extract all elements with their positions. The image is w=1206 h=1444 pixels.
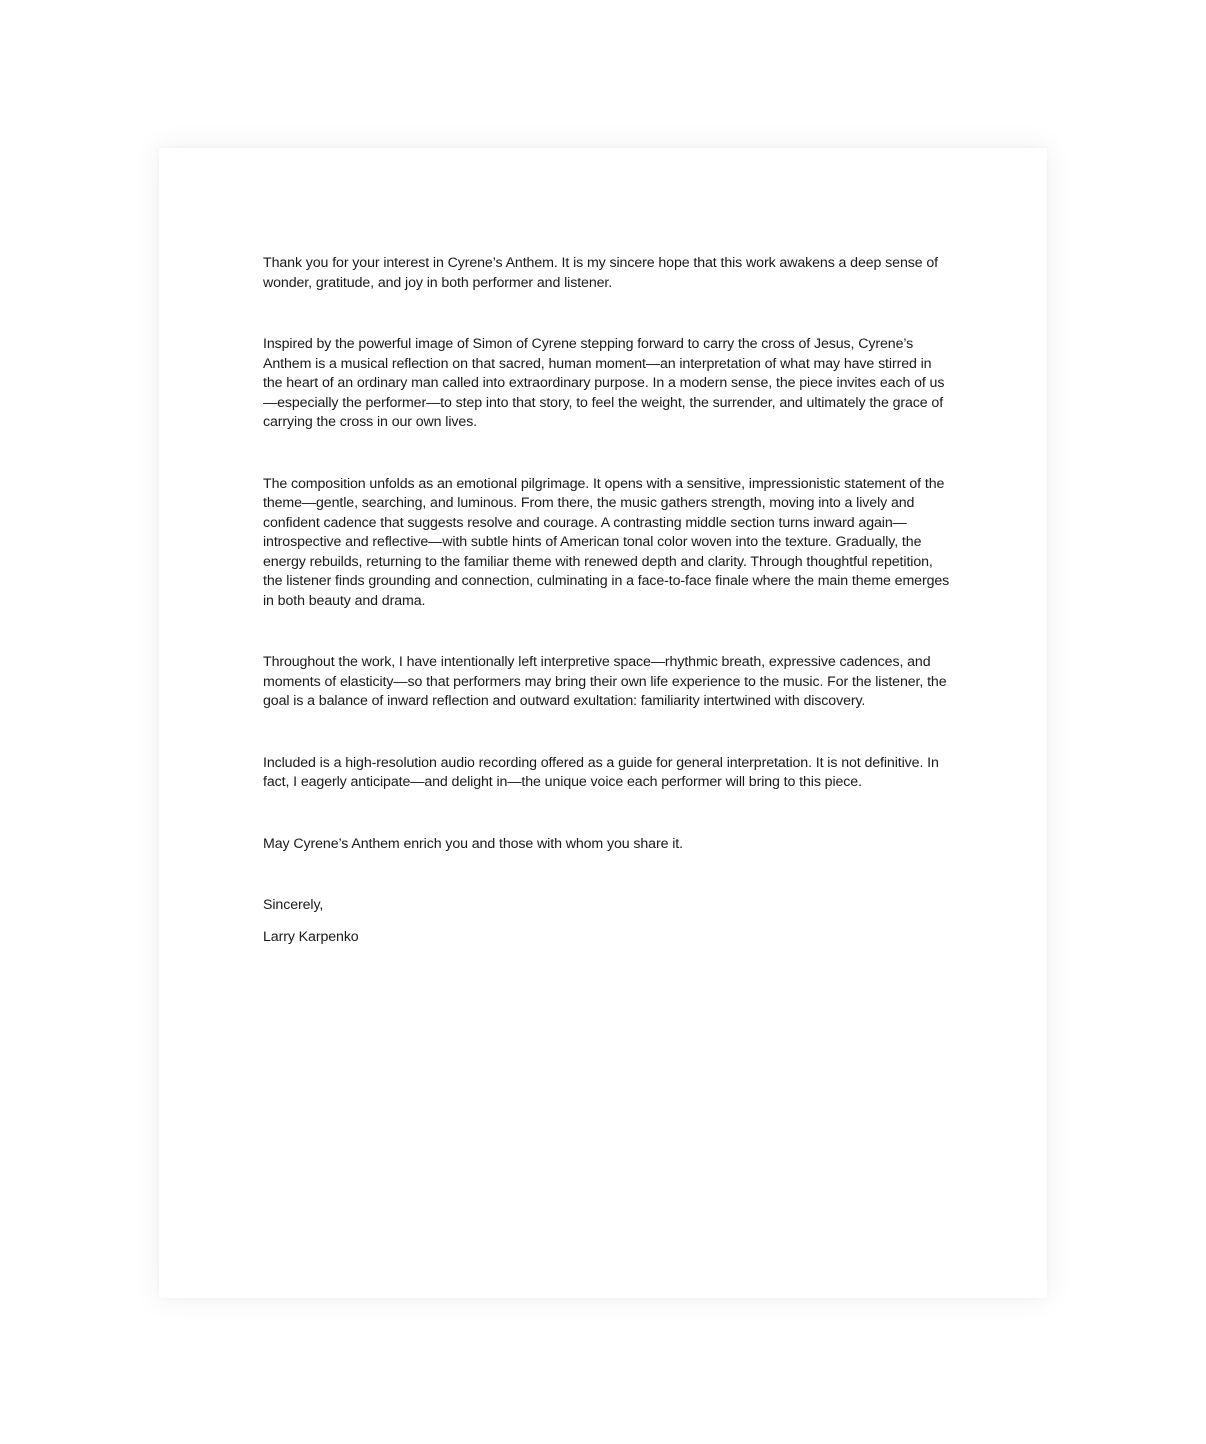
letter-body (263, 254, 953, 947)
letter-paragraph-recording: Included is a high-resolution audio recording offered as a guide for general interpretation. It is not definitive. In fact, I eagerly anticipate—and delight in—the unique voice each performer will bring to this piece. (263, 754, 939, 790)
letter-paragraph-composition: The composition unfolds as an emotional pilgrimage. It opens with a sensitive, impressionistic statement of the theme—gentle, searching, and luminous. From there, the music gathers strength, moving into a lively and confident cadence that suggests resolve and courage. A contrasting middle section turns inward again—introspective and reflective—with subtle hints of American tonal color woven into the texture. Gradually, the energy rebuilds, returning to the familiar theme with renewed depth and clarity. Through thoughtful repetition, the listener finds grounding and connection, culminating in a face-to-face finale where the main theme emerges in both beauty and drama. (263, 475, 950, 609)
document-page (159, 148, 1047, 1298)
letter-signature: Larry Karpenko (263, 928, 359, 945)
letter-paragraph-intro: Thank you for your interest in Cyrene’s Anthem. It is my sincere hope that this work awakens a deep sense of wonder, gratitude, and joy in both performer and listener. (263, 255, 939, 291)
letter-paragraph-inspiration: Inspired by the powerful image of Simon of Cyrene stepping forward to carry the cross of Jesus, Cyrene’s Anthem is a musical reflection on that sacred, human moment—an interpretation of what may have stirred in the heart of an ordinary man called into extraordinary purpose. In a modern sense, the piece invites each of us—especially the performer—to step into that story, to feel the weight, the surrender, and ultimately the grace of carrying the cross in our own lives. (263, 336, 945, 430)
letter-paragraph-interpretation: Throughout the work, I have intentionally left interpretive space—rhythmic breath, expressive cadences, and moments of elasticity—so that performers may bring their own life experience to the music. For the listener, the goal is a balance of inward reflection and outward exultation: familiarity intertwined with discovery. (263, 654, 947, 709)
letter-paragraph-wish: May Cyrene’s Anthem enrich you and those with whom you share it. (263, 835, 683, 852)
letter-closing: Sincerely, (263, 897, 324, 913)
